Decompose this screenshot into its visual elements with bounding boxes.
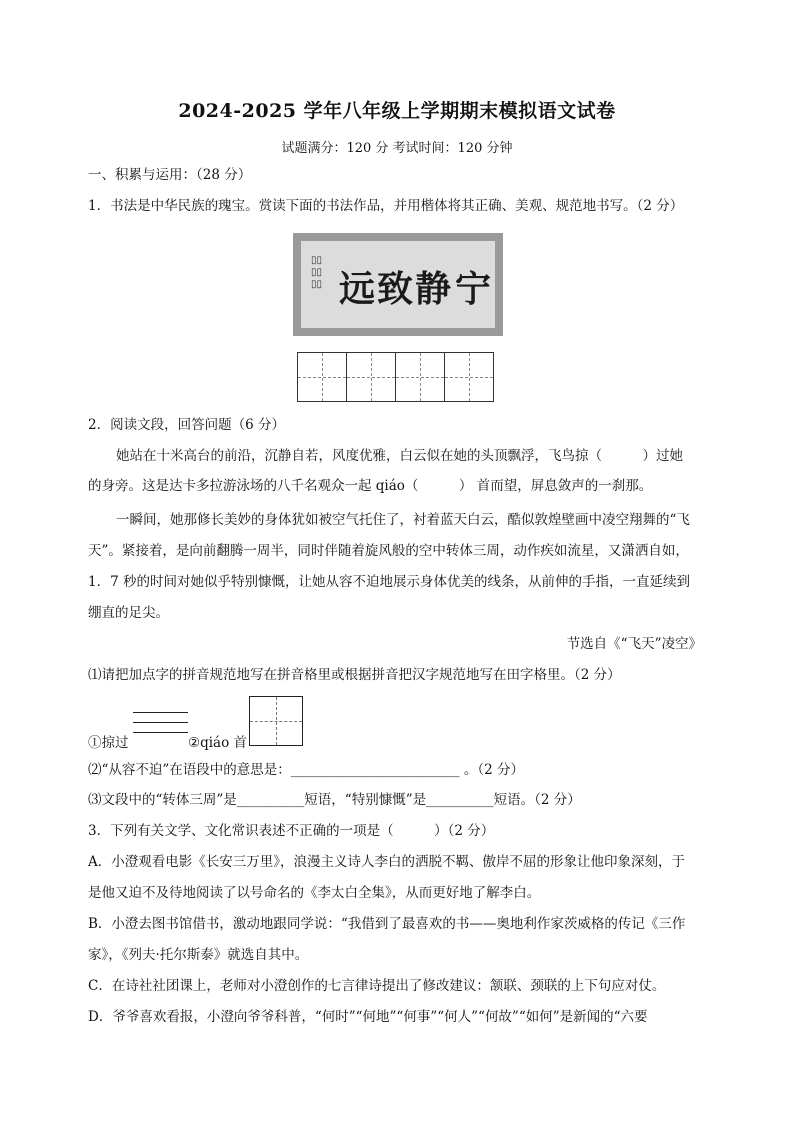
tianzige-cell[interactable]: [346, 352, 396, 402]
passage-text: 1．7 秒的时间对她似乎特别慷慨，让她从容不迫地展示身体优美的线条，从前伸的手指，一直延续到: [88, 574, 690, 590]
tianzige-answer-box[interactable]: [249, 696, 303, 746]
calligraphy-char-1: 宁: [455, 268, 492, 310]
calligraphy-char-3: 致: [377, 268, 414, 310]
calligraphy-artwork: [293, 233, 503, 336]
passage-text: 她站在十米高台的前沿，沉静自若，风度优雅，白云似在她的头顶飘浮，飞鸟掠（ ）过她: [116, 448, 683, 464]
subquestion-1-item-a: ①掠过: [88, 735, 129, 751]
pinyin-writing-lines[interactable]: [133, 712, 188, 744]
option-c: C．在诗社社团课上，老师对小澄创作的七言律诗提出了修改建议：颔联、颈联的上下句应对仗。: [88, 978, 666, 994]
passage-text: 的身旁。这是达卡多拉游泳场的八千名观众一起 qiáo（ ） 首而望，屏息敛声的一刹那。: [88, 478, 653, 494]
subquestion-3: ⑶文段中的“转体三周”是__________短语，“特别慷慨”是__________短语。（2 分）: [88, 792, 581, 808]
subquestion-2: ⑵“从容不迫”在语段中的意思是：_________________________ 。（2 分）: [88, 762, 524, 778]
option-a-cont: 是他又迫不及待地阅读了以号命名的《李太白全集》，从而更好地了解李白。: [88, 885, 541, 901]
option-a: A．小澄观看电影《长安三万里》，浪漫主义诗人李白的洒脱不羁、傲岸不屈的形象让他印象深刻，于: [88, 854, 685, 870]
tianzige-writing-grid[interactable]: [297, 352, 497, 402]
page-title: 2024-2025 学年八年级上学期期末模拟语文试卷: [178, 100, 616, 122]
option-b-cont: 家》，《列夫·托尔斯泰》就选自其中。: [88, 947, 309, 963]
tianzige-cell[interactable]: [395, 352, 445, 402]
calligraphy-inscription: ▯▯ ▯▯ ▯▯: [311, 255, 323, 290]
subquestion-1: ⑴请把加点字的拼音规范地写在拼音格里或根据拼音把汉字规范地写在田字格里。（2 分）: [88, 667, 621, 683]
question-1-text: 1．书法是中华民族的瑰宝。赏读下面的书法作品，并用楷体将其正确、美观、规范地书写。（2 分）: [88, 198, 684, 214]
passage-text: 一瞬间，她那修长美妙的身体犹如被空气托住了，衬着蓝天白云，酷似敦煌壁画中凌空翔舞的“飞: [116, 512, 690, 528]
calligraphy-char-4: 远: [339, 268, 376, 310]
tianzige-cell[interactable]: [444, 352, 494, 402]
passage-source: 节选自《“飞天”凌空》: [566, 636, 702, 652]
option-b: B．小澄去图书馆借书，激动地跟同学说：“我借到了最喜欢的书——奥地利作家茨威格的传记《三作: [88, 916, 686, 932]
section-heading: 一、积累与运用：（28 分）: [88, 167, 252, 183]
question-3-heading: 3．下列有关文学、文化常识表述不正确的一项是（ ）（2 分）: [88, 823, 495, 839]
subquestion-1-item-b: ②qiáo 首: [188, 735, 248, 751]
calligraphy-char-2: 静: [415, 268, 452, 310]
passage-text: 天”。紧接着，是向前翻腾一周半，同时伴随着旋风般的空中转体三周，动作疾如流星，又潇洒自如，: [88, 543, 689, 559]
exam-info: 试题满分：120 分 考试时间：120 分钟: [281, 141, 513, 156]
option-d: D．爷爷喜欢看报，小澄向爷爷科普，“何时”“何地”“何事”“何人”“何故”“如何”是新闻的“六要: [88, 1009, 648, 1025]
question-2-heading: 2．阅读文段，回答问题（6 分）: [88, 417, 285, 433]
tianzige-cell[interactable]: [297, 352, 347, 402]
passage-text: 绷直的足尖。: [88, 605, 169, 621]
